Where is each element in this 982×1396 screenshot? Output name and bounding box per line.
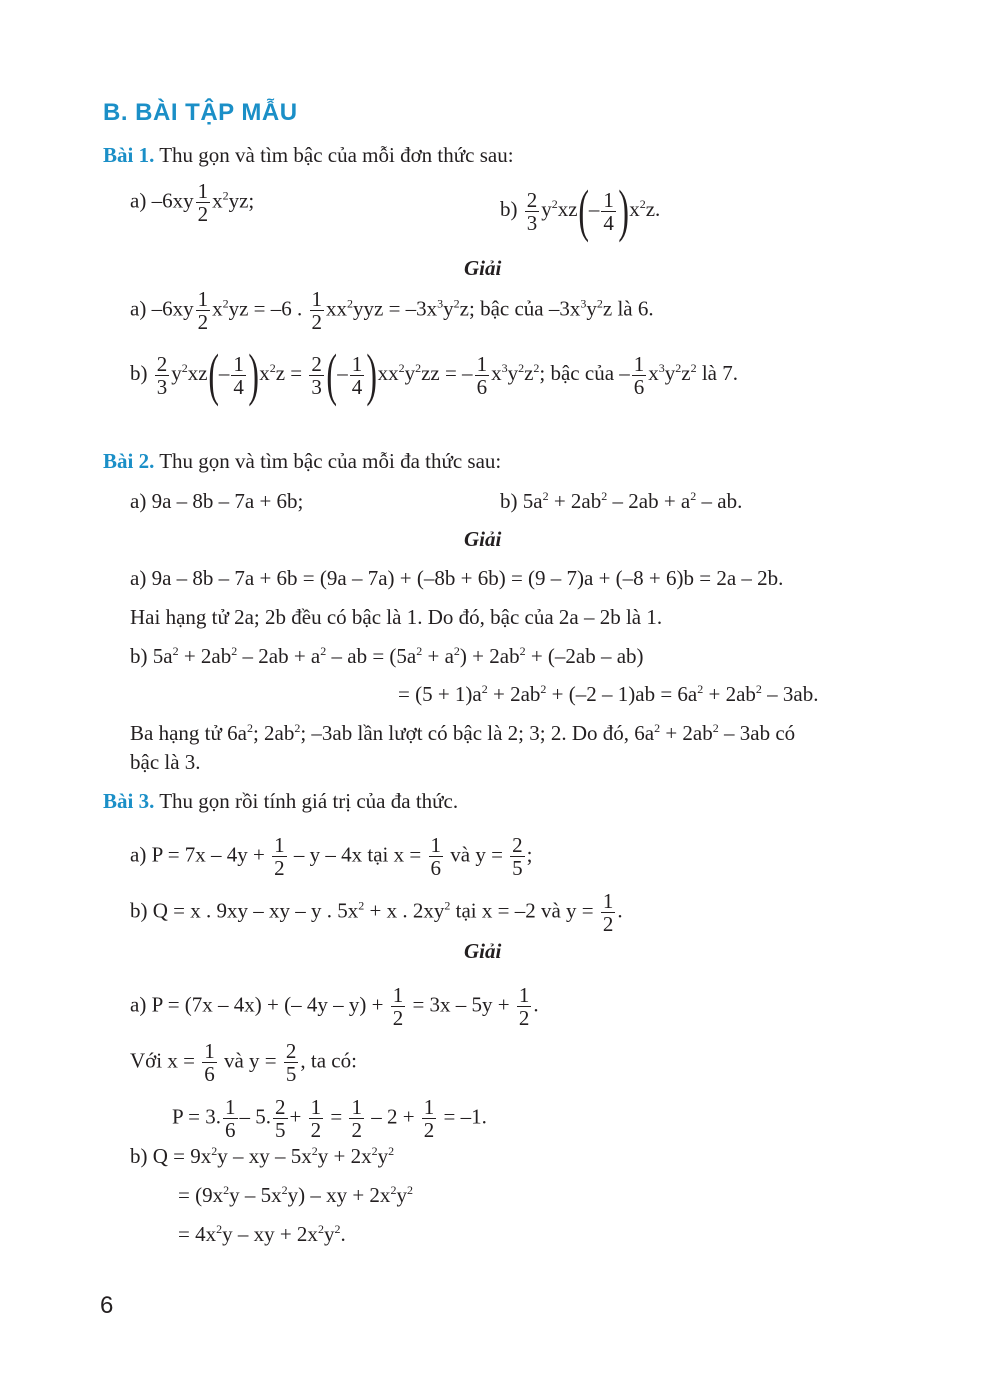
solution-3-a-value: P = 3. $\frac{1}{6}$ – 5. $\frac{2}{5}$ + $\frac{1}{2}$ = $\frac{1}{2}$ – 2 + $\frac{1}{2}$ = –1. xyxy=(172,1095,487,1142)
solution-2-heading: Giải xyxy=(464,527,502,551)
exercise-1-prompt: Thu gọn và tìm bậc của mỗi đơn thức sau: xyxy=(159,143,514,167)
exercise-2-prompt: Thu gọn và tìm bậc của mỗi đa thức sau: xyxy=(159,449,502,473)
solution-3-a-substitute: Với x = $\frac{1}{6}$ và y = $\frac{2}{5}$ , ta có: xyxy=(130,1039,357,1086)
exercise-2-label: Bài 2. xyxy=(103,449,155,473)
exercise-3-prompt: Thu gọn rồi tính giá trị của đa thức. xyxy=(159,789,459,813)
exercise-1-heading xyxy=(103,142,514,168)
solution-3-b-line-2: = $(9x^2y - 5x^2y)$ – xy + $2x^2y^2$ xyxy=(178,1183,413,1207)
solution-1-heading: Giải xyxy=(464,256,502,280)
exercise-3-heading xyxy=(103,788,458,814)
solution-2-a: a) 9a – 8b – 7a + 6b = (9a – 7a) + (–8b + 6b) = (9 – 7)a + (–8 + 6)b = 2a – 2b. xyxy=(130,566,784,590)
exercise-2-question-b: b) $5a^2 + 2ab^2 - 2ab + a^2$ – ab. xyxy=(500,489,743,513)
exercise-3-question-a: a) P = 7x – 4y + $\frac{1}{2}$ – y – 4x tại x = $\frac{1}{6}$ và y = $\frac{2}{5}$ ; xyxy=(130,833,533,880)
solution-2-a-conclusion: Hai hạng tử 2a; 2b đều có bậc là 1. Do đó, bậc của 2a – 2b là 1. xyxy=(130,605,663,629)
exercise-2-heading xyxy=(103,448,501,474)
solution-1-a: a) –6xy $\frac{1}{2}$ $x^2yz = -6$ . $\frac{1}{2}$ $xx^2yyz = -3x^3y^2z$; bậc của $-3x^3y^2z$ là 6. xyxy=(130,287,654,334)
section-title: B. BÀI TẬP MẪU xyxy=(103,99,298,126)
exercise-2-question-a: a) 9a – 8b – 7a + 6b; xyxy=(130,489,304,513)
exercise-1-question-b: b) $\frac{2}{3}$ $y^2xz(-$ $\frac{1}{4}$ )$x^2z$. xyxy=(500,178,661,243)
solution-3-b-line-3: = $4x^2y$ – xy + $2x^2y^2$. xyxy=(178,1222,346,1246)
solution-1-b: b) $\frac{2}{3}$ $y^2xz(-$ $\frac{1}{4}$ )$x^2z$ = $\frac{2}{3}$ (– $\frac{1}{4}$ )$xx^2y^2zz$ = – $\frac{1}{6}$ $x^3y^2z^2$; bậc của – $\frac{1}{6}$ $x^3y^2z^2$ là 7. xyxy=(130,342,738,407)
solution-2-b-conclusion-end: bậc là 3. xyxy=(130,750,201,774)
solution-3-b-line-1: b) $Q = 9x^2y$ – xy – $5x^2y + 2x^2y^2$ xyxy=(130,1144,395,1168)
exercise-1-question-a: a) –6xy $\frac{1}{2}$ $x^2yz$; xyxy=(130,179,255,226)
solution-3-a-simplify: a) P = (7x – 4x) + (– 4y – y) + $\frac{1}{2}$ = 3x – 5y + $\frac{1}{2}$ . xyxy=(130,983,539,1030)
solution-3-heading: Giải xyxy=(464,939,502,963)
exercise-3-question-b: b) Q = x . 9xy – xy – y . $5x^2 + x$ . $2xy^2$ tại x = –2 và y = $\frac{1}{2}$ . xyxy=(130,889,623,936)
page-number: 6 xyxy=(100,1292,114,1319)
exercise-3-label: Bài 3. xyxy=(103,789,155,813)
exercise-1-label: Bài 1. xyxy=(103,143,155,167)
solution-2-b-line-1: b) $5a^2 + 2ab^2 - 2ab + a^2$ – ab = $(5a^2 + a^2) + 2ab^2 + (-2ab - ab)$ xyxy=(130,644,644,668)
solution-2-b-conclusion: Ba hạng tử $6a^2$; $2ab^2$; –3ab lần lượt có bậc là 2; 3; 2. Do đó, $6a^2 + 2ab^2 - 3ab$ có xyxy=(130,721,796,745)
solution-2-b-line-2: = $(5 + 1)a^2 + 2ab^2 + (-2 - 1)ab = 6a^2 + 2ab^2 - 3ab$. xyxy=(398,682,819,706)
